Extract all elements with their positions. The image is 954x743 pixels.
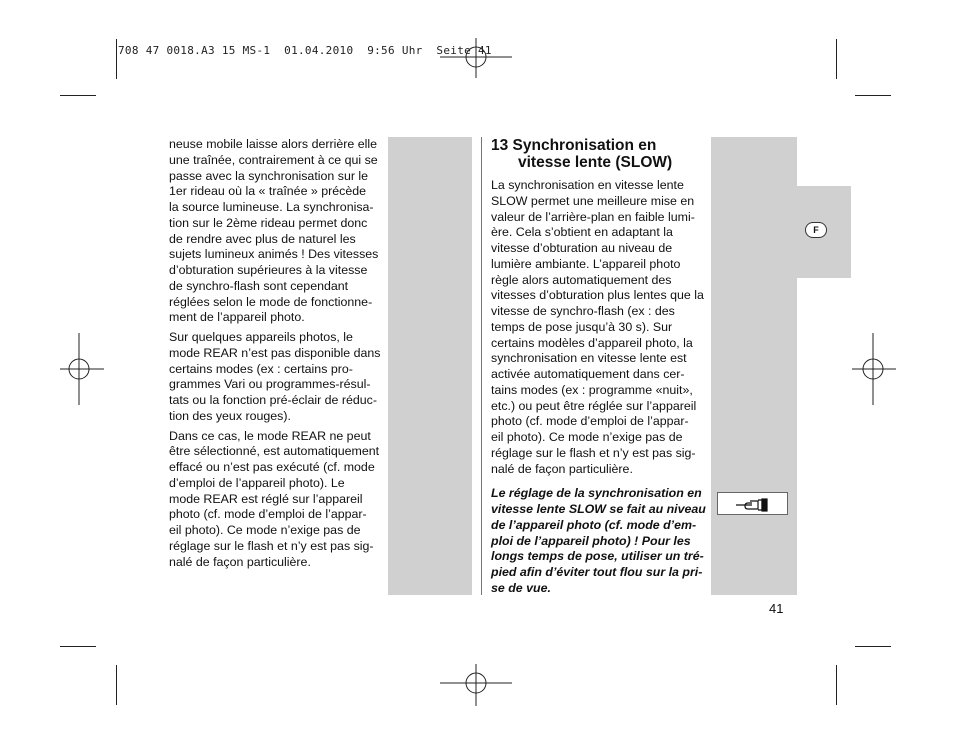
- text-line: 1er rideau où la « traînée » précède: [169, 184, 367, 199]
- crop-mark: [855, 646, 891, 647]
- language-badge: F: [805, 222, 827, 238]
- column-divider: [481, 137, 482, 595]
- note-icon-box: [717, 492, 788, 515]
- text-line: eil photo). Ce mode n’exige pas de: [169, 523, 361, 537]
- left-text-column: [169, 137, 389, 574]
- text-line: SLOW permet une meilleure mise en: [491, 193, 695, 208]
- crop-mark: [836, 665, 837, 705]
- text-line: vitesse d’obturation au niveau de: [491, 241, 673, 255]
- text-line: de rendre avec plus de naturel les: [169, 231, 356, 246]
- text-line: se de vue.: [491, 580, 551, 595]
- paragraph: [169, 330, 389, 425]
- text-line: ploi de l’appareil photo) ! Pour les: [491, 533, 691, 548]
- text-line: mode REAR n’est pas disponible dans: [169, 345, 381, 360]
- text-line: d’emploi de l’appareil photo). Le: [169, 475, 345, 490]
- text-line: certains modes (ex : certains pro-: [169, 361, 353, 376]
- text-line: d’obturation supérieures à la vitesse: [169, 263, 368, 277]
- text-line: Sur quelques appareils photos, le: [169, 330, 353, 344]
- text-line: vitesse lente SLOW se fait au niveau: [491, 502, 706, 516]
- text-line: lumière ambiante. L’appareil photo: [491, 256, 681, 271]
- registration-target-icon: [852, 333, 896, 405]
- text-line: La synchronisation en vitesse lente: [491, 178, 684, 192]
- text-line: la source lumineuse. La synchronisa-: [169, 200, 374, 214]
- crop-mark: [116, 39, 117, 79]
- text-line: neuse mobile laisse alors derrière elle: [169, 137, 377, 151]
- paragraph: [169, 137, 389, 326]
- text-line: vitesses d’obturation plus lentes que la: [491, 288, 704, 303]
- text-line: réglage sur le flash et n’y est pas sig-: [169, 538, 374, 553]
- text-line: tion des yeux rouges).: [169, 408, 291, 423]
- text-line: photo (cf. mode d’emploi de l’appar-: [169, 507, 367, 522]
- text-line: de l’appareil photo (cf. mode d’em-: [491, 517, 697, 532]
- paragraph: [491, 178, 711, 477]
- text-line: de synchro-flash sont cependant: [169, 278, 349, 293]
- crop-mark: [116, 665, 117, 705]
- text-line: sujets lumineux animés ! Des vitesses: [169, 247, 379, 262]
- text-line: vitesse de synchro-flash (ex : des: [491, 304, 675, 318]
- text-line: être sélectionné, est automatiquement: [169, 444, 380, 459]
- text-line: pied afin d’éviter tout flou sur la pri-: [491, 565, 703, 579]
- text-line: nalé de façon particulière.: [169, 554, 311, 569]
- section-heading: [491, 137, 706, 171]
- page-number: 41: [769, 601, 784, 616]
- text-line: synchronisation en vitesse lente est: [491, 351, 687, 366]
- text-line: passe avec la synchronisation sur le: [169, 168, 369, 183]
- grey-margin-band: [711, 137, 797, 595]
- text-line: Dans ce cas, le mode REAR ne peut: [169, 428, 371, 443]
- text-line: tats ou la fonction pré-éclair de réduc-: [169, 393, 377, 407]
- text-line: eil photo). Ce mode n’exige pas de: [491, 430, 683, 444]
- text-line: grammes Vari ou programmes-résul-: [169, 377, 371, 392]
- text-line: photo (cf. mode d’emploi de l’appar-: [491, 414, 689, 429]
- text-line: temps de pose jusqu’à 30 s). Sur: [491, 319, 673, 334]
- crop-mark: [855, 95, 891, 96]
- heading-line: 13 Synchronisation en: [491, 137, 657, 154]
- text-line: nalé de façon particulière.: [491, 461, 633, 476]
- text-line: tains modes (ex : programme «nuit»,: [491, 382, 693, 397]
- crop-mark: [60, 646, 96, 647]
- text-line: tion sur le 2ème rideau permet donc: [169, 215, 368, 230]
- text-line: règle alors automatiquement des: [491, 272, 672, 287]
- text-line: ère. Cela s’obtient en adaptant la: [491, 225, 673, 240]
- text-line: ment de l’appareil photo.: [169, 310, 305, 325]
- text-line: effacé ou n’est pas exécuté (cf. mode: [169, 460, 375, 474]
- grey-margin-band: [388, 137, 472, 595]
- text-line: certains modèles d’appareil photo, la: [491, 335, 693, 350]
- text-line: activée automatiquement dans cer-: [491, 367, 685, 381]
- registration-target-icon: [440, 664, 512, 706]
- text-line: mode REAR est réglé sur l’appareil: [169, 491, 363, 506]
- right-text-column: [491, 178, 711, 601]
- text-line: valeur de l’arrière-plan en faible lumi-: [491, 209, 695, 224]
- print-header: 708 47 0018.A3 15 MS-1 01.04.2010 9:56 Uhr Seite 41: [118, 44, 492, 57]
- registration-target-icon: [440, 38, 512, 78]
- text-line: réglage sur le flash et n’y est pas sig-: [491, 445, 696, 460]
- heading-line: vitesse lente (SLOW): [518, 154, 673, 171]
- note-paragraph: [491, 486, 711, 596]
- crop-mark: [836, 39, 837, 79]
- text-line: réglées selon le mode de fonctionne-: [169, 294, 373, 309]
- registration-target-icon: [60, 333, 104, 405]
- text-line: une traînée, contrairement à ce qui se: [169, 152, 378, 167]
- text-line: etc.) ou peut être réglée sur l’appareil: [491, 398, 697, 413]
- paragraph: [169, 429, 389, 571]
- text-line: Le réglage de la synchronisation en: [491, 486, 702, 501]
- pointing-hand-icon: [718, 493, 787, 514]
- crop-mark: [60, 95, 96, 96]
- text-line: longs temps de pose, utiliser un tré-: [491, 549, 704, 564]
